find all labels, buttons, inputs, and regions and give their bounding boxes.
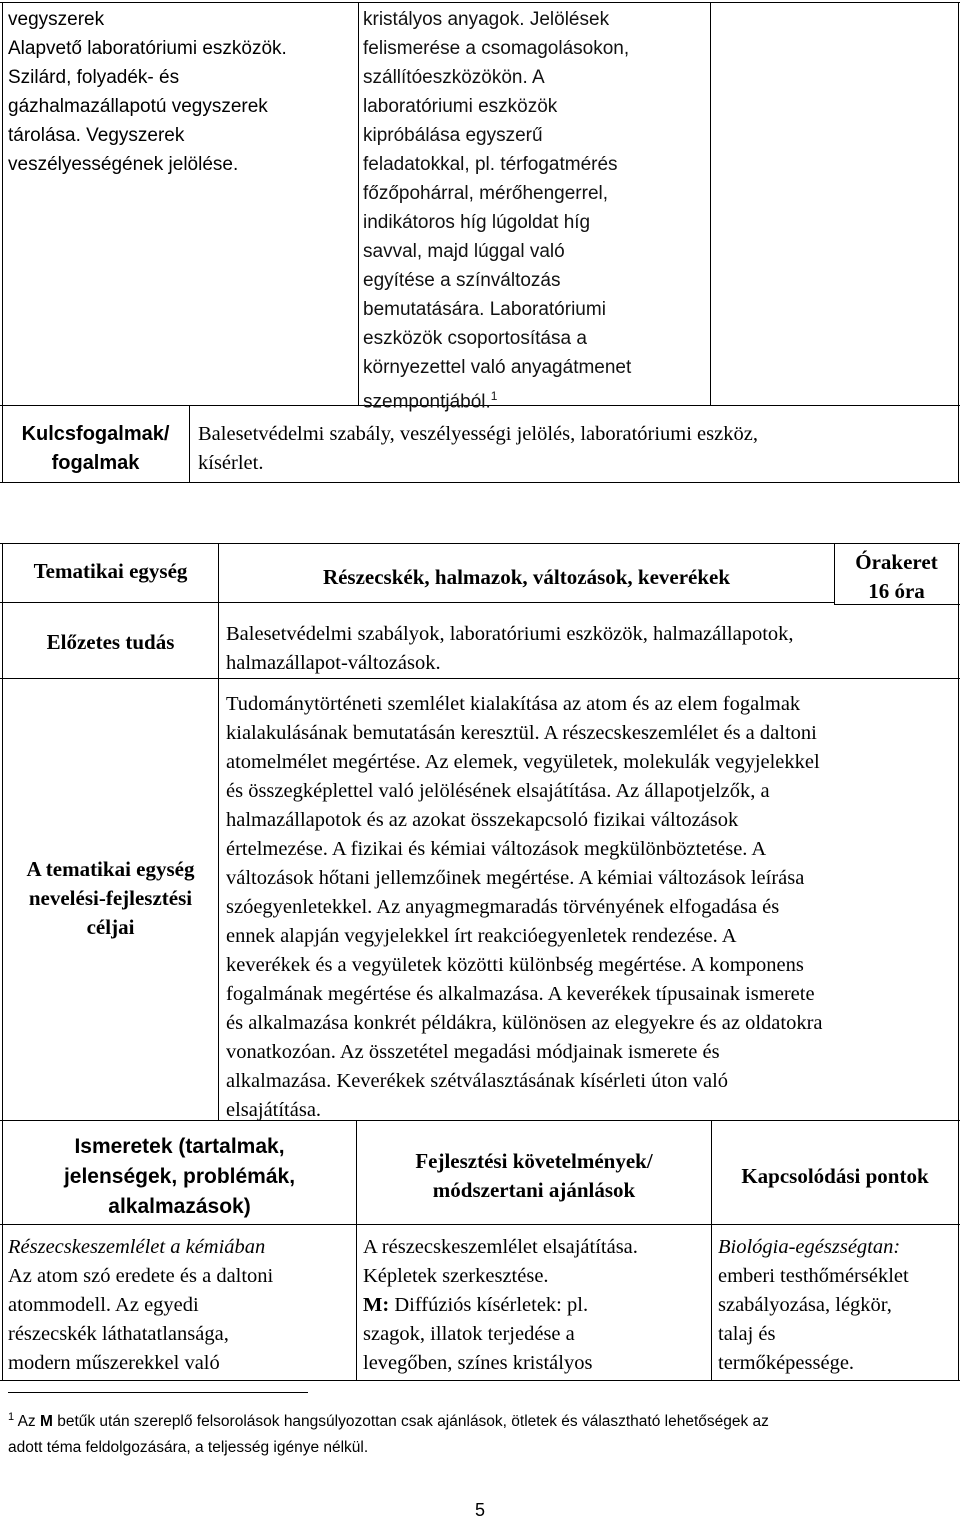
footnote-text-post: betűk után szereplő felsorolások hangsúlyozottan csak ajánlások, ötletek és választható lehetőségek az adott téma feldolgozására, a teljesség igénye nélkül. [8,1413,769,1457]
border [0,2,960,3]
tematikai-value: Részecskék, halmazok, változások, keverékek [322,565,731,589]
cell-kapcsolodasi [718,1233,956,1378]
activities-text: kristályos anyagok. Jelölések felismerése a csomagolásokon, szállítóeszközökön. A laboratóriumi eszközök kipróbálása egyszerű feladatokkal, pl. térfogatmérés főzőpohárral, mérőhengerrel, indikátoros híg lúgoldat híg savval, majd lúggal való egyítése a színváltozás bemutatására. Laboratóriumi eszközök csoportosítása a környezettel való anyagátmenet szempontjából. [363,9,632,413]
border [958,543,959,1381]
fejlesztesi-rest: szagok, illatok terjedése a levegőben, színes kristályos [363,1323,593,1374]
border [358,2,359,406]
footnote-bold: M [39,1413,53,1431]
fejlesztesi-line1: A részecskeszemlélet elsajátítása. [363,1236,638,1258]
border [711,1120,712,1381]
m-first: Diffúziós kísérletek: pl. [389,1294,589,1316]
ismeretek-title: Részecskeszemlélet a kémiában [8,1236,266,1258]
elozetes-label: Előzetes tudás [46,630,175,654]
kulcsfogalmak-value: Balesetvédelmi szabály, veszélyességi jelölés, laboratóriumi eszköz, kísérlet. [198,423,758,474]
border [189,405,190,483]
border [0,1380,960,1381]
footnote-ref[interactable]: 1 [490,389,498,403]
footnote [8,1404,956,1461]
border [958,2,959,483]
cell-previous-activities [363,5,708,416]
ismeretek-body: Az atom szó eredete és a daltoni atommodell. Az egyedi részecskék láthatatlansága, modern műszerekkel való [8,1265,274,1374]
kapcsolodasi-subject: Biológia-egészségtan: [718,1236,901,1258]
cell-fejlesztesi [363,1233,708,1378]
header-fejlesztesi: Fejlesztési követelmények/ módszertani ajánlások [415,1149,653,1202]
border [218,543,219,1121]
border [0,543,960,544]
header-ismeretek: Ismeretek (tartalmak, jelenségek, problémák, alkalmazások) [63,1135,296,1218]
celjai-value: Tudománytörténeti szemlélet kialakítása az atom és az elem fogalmak kialakulásának bemutatásán keresztül. A részecskeszemlélet és a daltoni atomelmélet megértése. Az elemek, vegyületek, molekulák vegyjelekkel és összegképlettel való jelölésének elsajátítása. Az állapotjelzők, a halmazállapotok és az azokat összekapcsoló fizikai változások értelmezése. A fizikai és kémiai változások megkülönböztetése. A változások hőtani jellemzőinek megértése. A kémiai változások leírása szóegyenletekkel. Az anyagmegmaradás törvényének elfogadása és ennek alapján vegyjelekkel írt reakcióegyenletek rendezése. A keverékek és a vegyületek közötti különbség megértése. A komponens fogalmának megértése és alkalmazása. A keverékek típusainak ismerete és alkalmazása konkrét példákra, különösen az elegyekre és az oldatokra vonatkozóan. Az összetétel megadási módjainak ismerete és alkalmazása. Keverékek szétválasztásának kísérleti úton való elsajátítása. [226,693,823,1121]
header-kapcsolodasi: Kapcsolódási pontok [741,1164,929,1188]
tematikai-label: Tematikai egység [33,559,188,583]
fejlesztesi-line2: Képletek szerkesztése. [363,1265,549,1287]
footnote-number: 1 [8,1411,15,1423]
page-number: 5 [474,1500,485,1520]
kapcsolodasi-body: emberi testhőmérséklet szabályozása, légkör, talaj és termőképessége. [718,1265,909,1374]
footnote-text-pre: Az [14,1413,40,1431]
orakeret-label: Órakeret [855,550,938,574]
kulcsfogalmak-label: Kulcsfogalmak/ fogalmak [21,423,170,474]
border [0,482,960,483]
border [0,1224,960,1225]
footnote-separator [8,1392,308,1393]
border [2,543,3,1381]
border [0,678,960,679]
border [710,2,711,406]
cell-ismeretek [8,1233,353,1378]
elozetes-value: Balesetvédelmi szabályok, laboratóriumi eszközök, halmazállapotok, halmazállapot-változások. [226,623,794,674]
orakeret-value: 16 óra [868,579,925,603]
cell-previous-content: vegyszerek Alapvető laboratóriumi eszközök. Szilárd, folyadék- és gázhalmazállapotú vegyszerek tárolása. Vegyszerek veszélyességének jelölése. [8,9,287,175]
fejlesztesi-m-line [363,1291,708,1320]
m-label: M: [363,1294,390,1316]
celjai-label: A tematikai egység nevelési-fejlesztési céljai [26,857,195,939]
border [2,2,3,483]
border [0,602,834,603]
